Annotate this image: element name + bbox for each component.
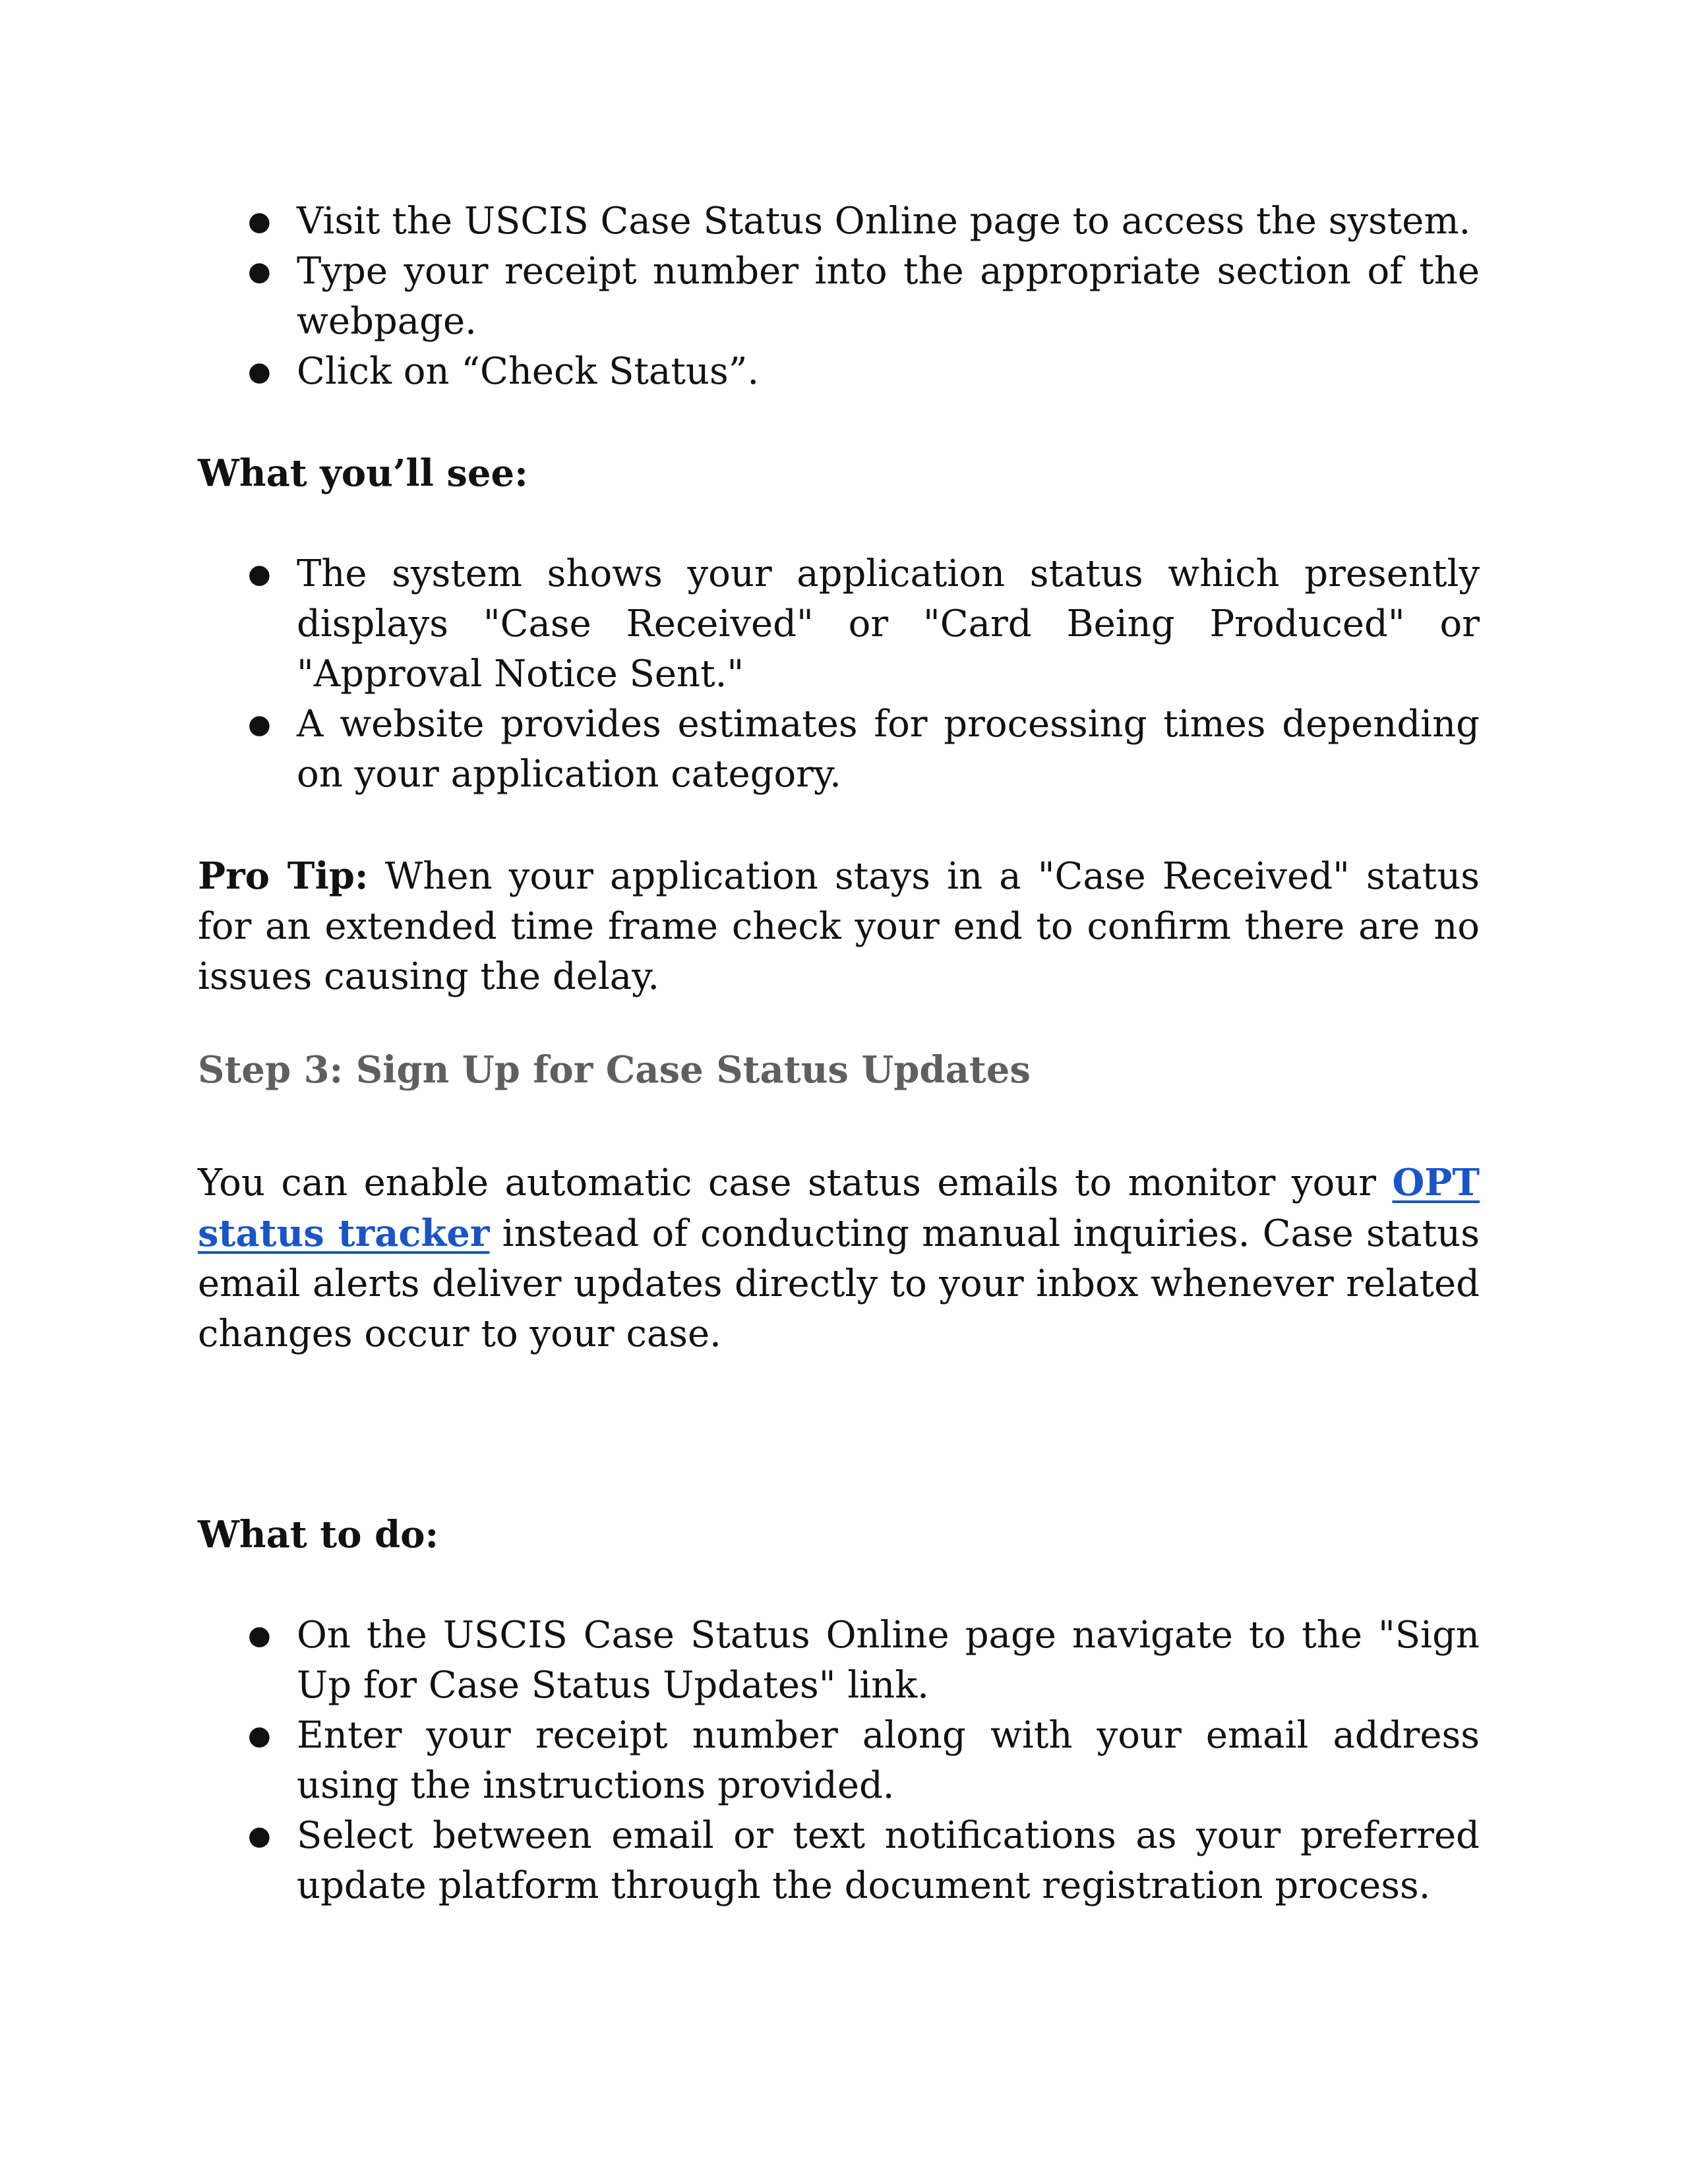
list-item — [198, 347, 1480, 397]
step3-paragraph — [198, 1158, 1480, 1359]
list-item-text: Select between email or text notifications as your preferred update platform through the document registration process. — [297, 1814, 1480, 1907]
list-item-text: Visit the USCIS Case Status Online page to access the system. — [297, 200, 1471, 243]
what-to-do-heading: What to do: — [198, 1513, 439, 1556]
list-item — [198, 1610, 1480, 1711]
list-item — [198, 196, 1480, 247]
what-youll-see-heading: What you’ll see: — [198, 452, 528, 495]
step3-heading: Step 3: Sign Up for Case Status Updates — [198, 1048, 1031, 1092]
list-item — [198, 549, 1480, 699]
list-item-text: A website provides estimates for processing times depending on your application category. — [297, 703, 1480, 796]
list-item — [198, 1711, 1480, 1811]
pro-tip-paragraph — [198, 851, 1480, 1002]
opt-status-tracker-link[interactable]: OPT status tracker — [198, 1161, 1480, 1255]
what-youll-see-list — [198, 549, 1480, 800]
check-status-steps-list — [198, 196, 1480, 397]
bullet-icon: ● — [248, 709, 271, 740]
step3-text-after: instead of conducting manual inquiries. Case status email alerts deliver updates directly to your inbox whenever related changes occur to your case. — [198, 1212, 1480, 1355]
bullet-icon: ● — [248, 1721, 271, 1751]
bullet-icon: ● — [248, 206, 271, 237]
bullet-icon: ● — [248, 1821, 271, 1851]
pro-tip-text: When your application stays in a "Case Received" status for an extended time frame check your end to confirm there are no issues causing the delay. — [198, 855, 1480, 998]
list-item-text: Enter your receipt number along with your email address using the instructions provided. — [297, 1714, 1480, 1807]
bullet-icon: ● — [248, 256, 271, 287]
pro-tip-label: Pro Tip: — [198, 854, 369, 898]
step3-text-before: You can enable automatic case status emails to monitor your — [198, 1162, 1393, 1204]
list-item — [198, 699, 1480, 800]
bullet-icon: ● — [248, 1620, 271, 1651]
list-item-text: Type your receipt number into the appropriate section of the webpage. — [297, 250, 1480, 343]
list-item-text: The system shows your application status which presently displays "Case Received" or "Card Being Produced" or "Approval Notice Sent." — [297, 552, 1480, 695]
bullet-icon: ● — [248, 559, 271, 589]
what-to-do-list — [198, 1610, 1480, 1911]
list-item — [198, 1811, 1480, 1911]
list-item-text: Click on “Check Status”. — [297, 350, 760, 393]
list-item — [198, 247, 1480, 347]
list-item-text: On the USCIS Case Status Online page navigate to the "Sign Up for Case Status Updates" link. — [297, 1614, 1480, 1707]
bullet-icon: ● — [248, 357, 271, 387]
